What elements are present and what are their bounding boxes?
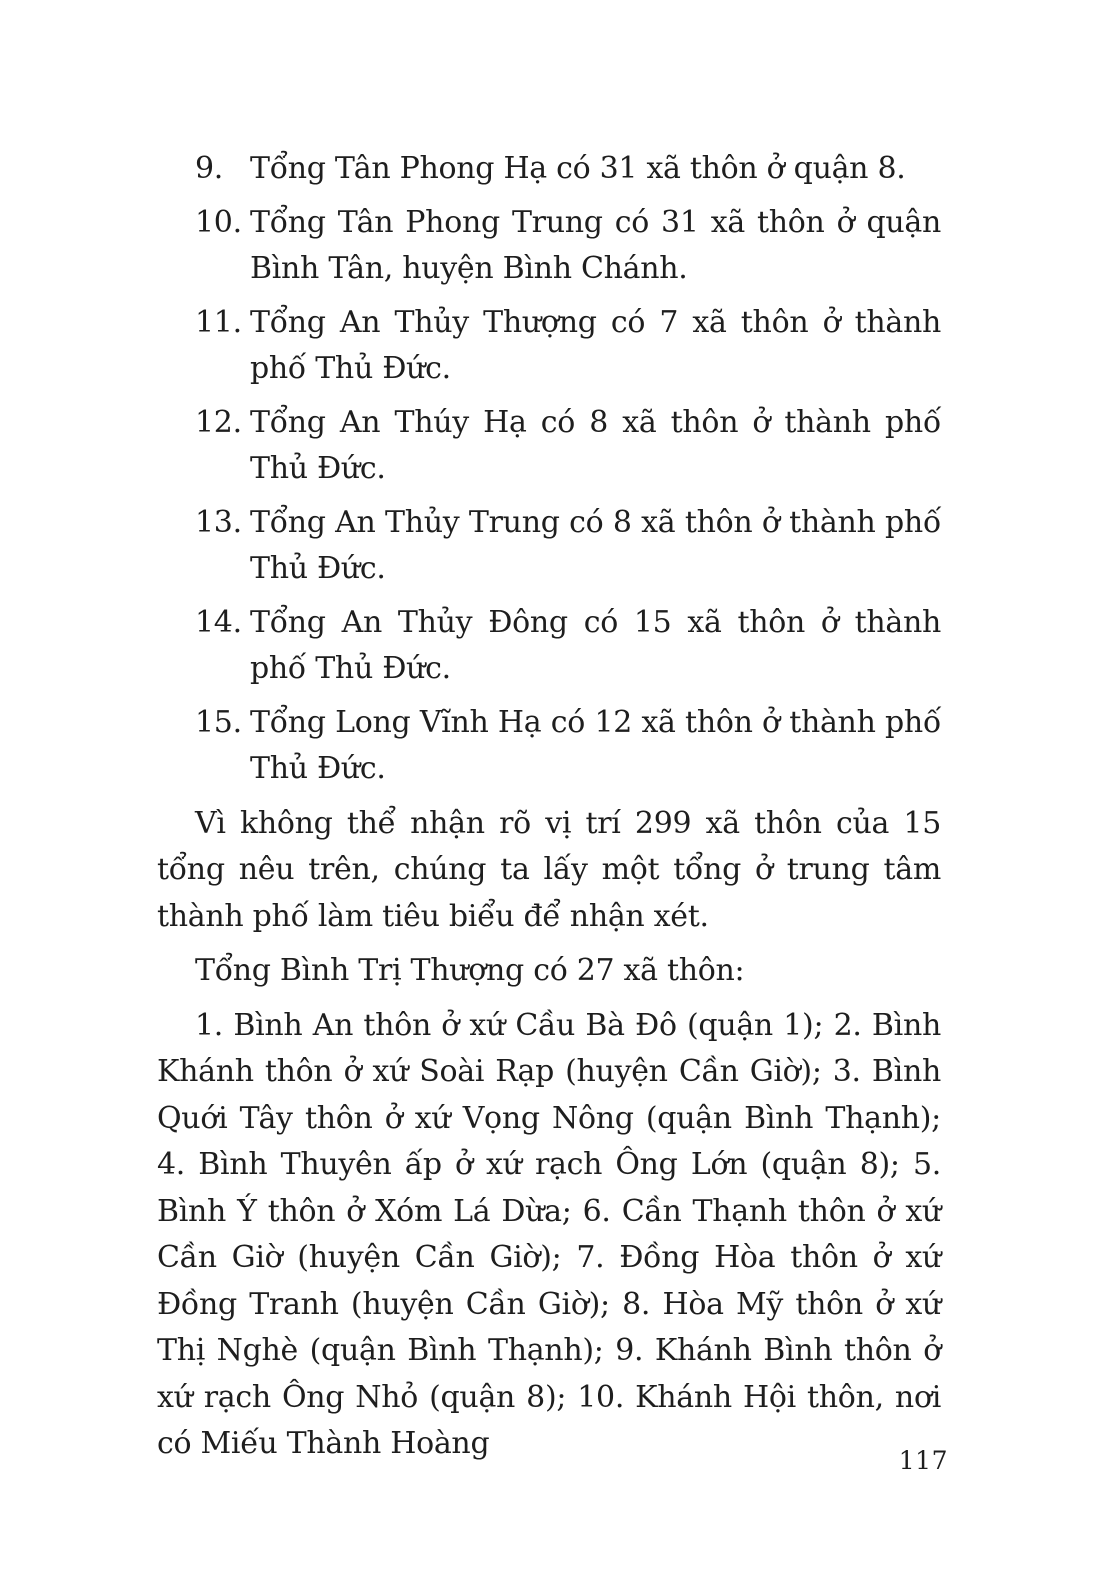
list-item [195, 200, 941, 293]
list-item-number: 15. [195, 704, 242, 740]
list-item-number: 14. [195, 604, 242, 640]
list-item [195, 300, 941, 393]
list-item [195, 500, 941, 593]
list-item-number: 10. [195, 204, 242, 240]
body-paragraph: Tổng Bình Trị Thượng có 27 xã thôn: [195, 953, 745, 988]
list-item-text: Tổng An Thúy Hạ có 8 xã thôn ở thành phố Thủ Đức. [250, 404, 941, 486]
list-item [195, 700, 941, 793]
list-item-text: Tổng An Thủy Trung có 8 xã thôn ở thành phố Thủ Đức. [250, 504, 941, 586]
list-item-text: Tổng Tân Phong Hạ có 31 xã thôn ở quận 8. [250, 151, 906, 186]
list-item [195, 146, 941, 193]
list-item-text: Tổng An Thủy Thượng có 7 xã thôn ở thành phố Thủ Đức. [250, 304, 941, 386]
body-paragraph: 1. Bình An thôn ở xứ Cầu Bà Đô (quận 1); 2. Bình Khánh thôn ở xứ Soài Rạp (huyện Cần Giờ); 3. Bình Quới Tây thôn ở xứ Vọng Nông (quận Bình Thạnh); 4. Bình Thuyên ấp ở xứ rạch Ông Lớn (quận 8); 5. Bình Ý thôn ở Xóm Lá Dừa; 6. Cần Thạnh thôn ở xứ Cần Giờ (huyện Cần Giờ); 7. Đồng Hòa thôn ở xứ Đồng Tranh (huyện Cần Giờ); 8. Hòa Mỹ thôn ở xứ Thị Nghè (quận Bình Thạnh); 9. Khánh Bình thôn ở xứ rạch Ông Nhỏ (quận 8); 10. Khánh Hội thôn, nơi có Miếu Thành Hoàng [157, 1007, 941, 1461]
list-item-number: 11. [195, 304, 242, 340]
page-number: 117 [898, 1446, 948, 1475]
list-item-text: Tổng An Thủy Đông có 15 xã thôn ở thành phố Thủ Đức. [250, 604, 941, 686]
list-item-number: 12. [195, 404, 242, 440]
page-body [157, 146, 941, 1475]
list-item-text: Tổng Long Vĩnh Hạ có 12 xã thôn ở thành phố Thủ Đức. [250, 704, 941, 786]
body-paragraph: Vì không thể nhận rõ vị trí 299 xã thôn của 15 tổng nêu trên, chúng ta lấy một tổng ở trung tâm thành phố làm tiêu biểu để nhận xét. [157, 805, 941, 934]
list-item-number: 13. [195, 504, 242, 540]
list-item-text: Tổng Tân Phong Trung có 31 xã thôn ở quận Bình Tân, huyện Bình Chánh. [250, 204, 941, 286]
list-item [195, 400, 941, 493]
list-item [195, 600, 941, 693]
list-item-number: 9. [195, 151, 224, 186]
